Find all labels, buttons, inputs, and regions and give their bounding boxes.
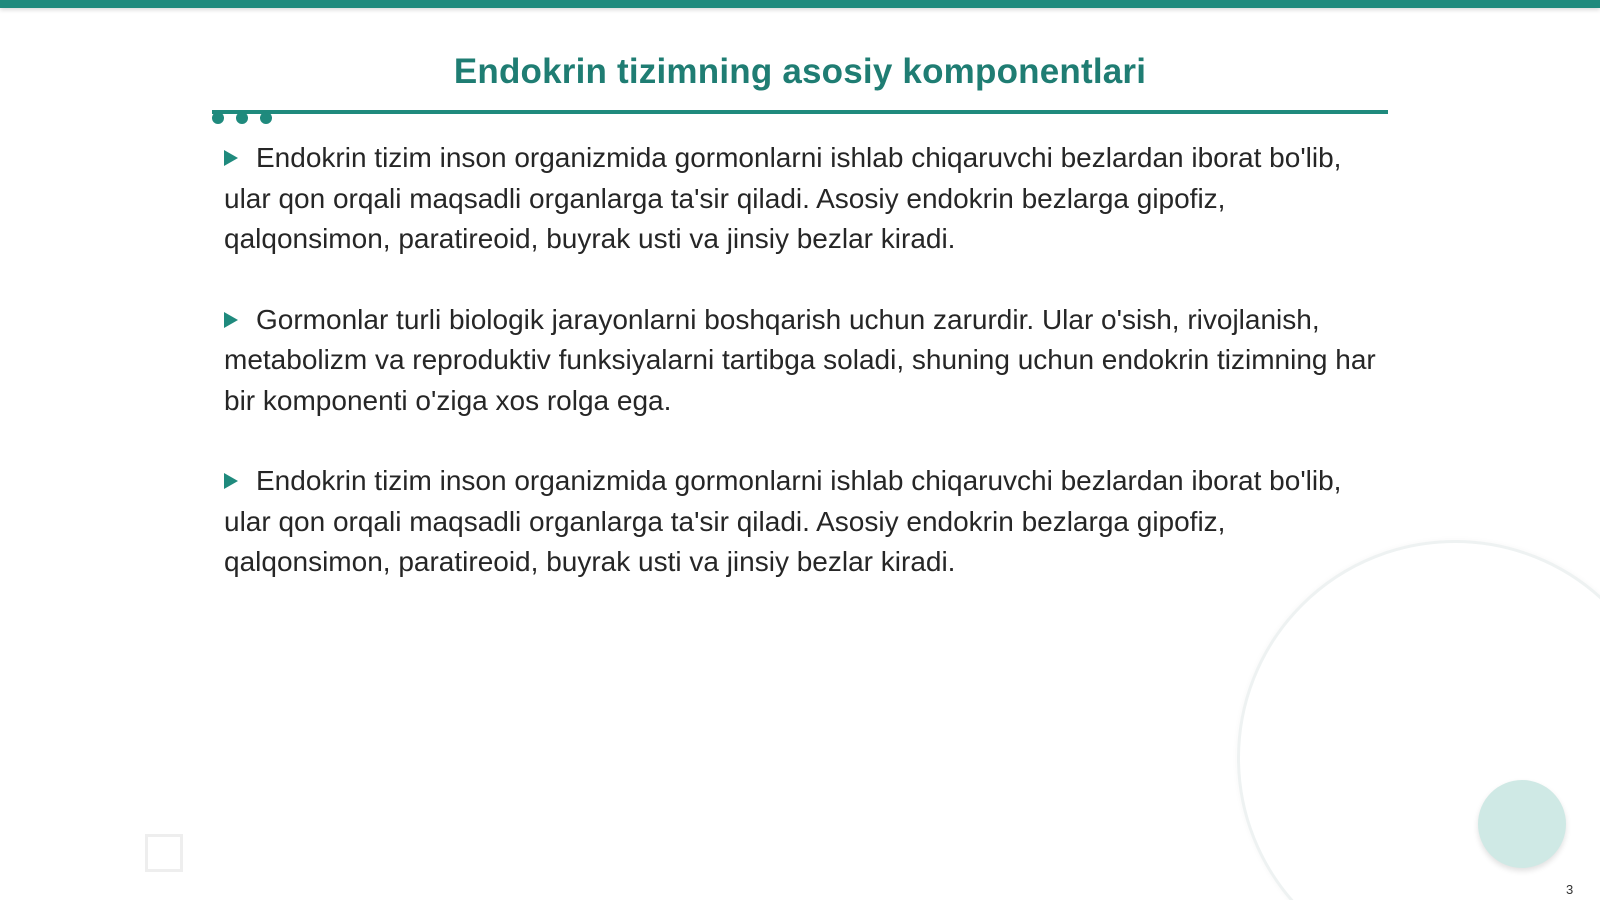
title-dots-decoration	[212, 112, 282, 126]
decor-dot	[260, 112, 272, 124]
triangle-right-icon	[224, 150, 238, 166]
bullet-item	[224, 300, 1394, 422]
triangle-right-icon	[224, 473, 238, 489]
bullet-item	[224, 138, 1394, 260]
bullet-item	[224, 461, 1394, 583]
decor-small-circle	[1478, 780, 1566, 868]
bullet-text: Gormonlar turli biologik jarayonlarni boshqarish uchun zarurdir. Ular o'sish, rivojlanish, metabolizm va reproduktiv funksiyalarni tartibga soladi, shuning uchun endokrin tizimning har bir komponenti o'ziga xos rolga ega.	[224, 303, 1376, 416]
title-underline	[212, 110, 1388, 114]
decor-square	[145, 834, 183, 872]
bullet-text: Endokrin tizim inson organizmida gormonlarni ishlab chiqaruvchi bezlardan iborat bo'lib, ular qon orqali maqsadli organlarga ta'sir qiladi. Asosiy endokrin bezlarga gipofiz, qalqonsimon, paratireoid, buyrak usti va jinsiy bezlar kiradi.	[224, 465, 1342, 577]
page-number: 3	[1566, 882, 1574, 897]
decor-dot	[236, 112, 248, 124]
bullet-list	[224, 138, 1394, 623]
top-accent-bar	[0, 0, 1600, 8]
bullet-text: Endokrin tizim inson organizmida gormonlarni ishlab chiqaruvchi bezlardan iborat bo'lib, ular qon orqali maqsadli organlarga ta'sir qiladi. Asosiy endokrin bezlarga gipofiz, qalqonsimon, paratireoid, buyrak usti va jinsiy bezlar kiradi.	[224, 142, 1342, 254]
decor-dot	[212, 112, 224, 124]
triangle-right-icon	[224, 312, 238, 328]
slide-title: Endokrin tizimning asosiy komponentlari	[453, 52, 1147, 91]
